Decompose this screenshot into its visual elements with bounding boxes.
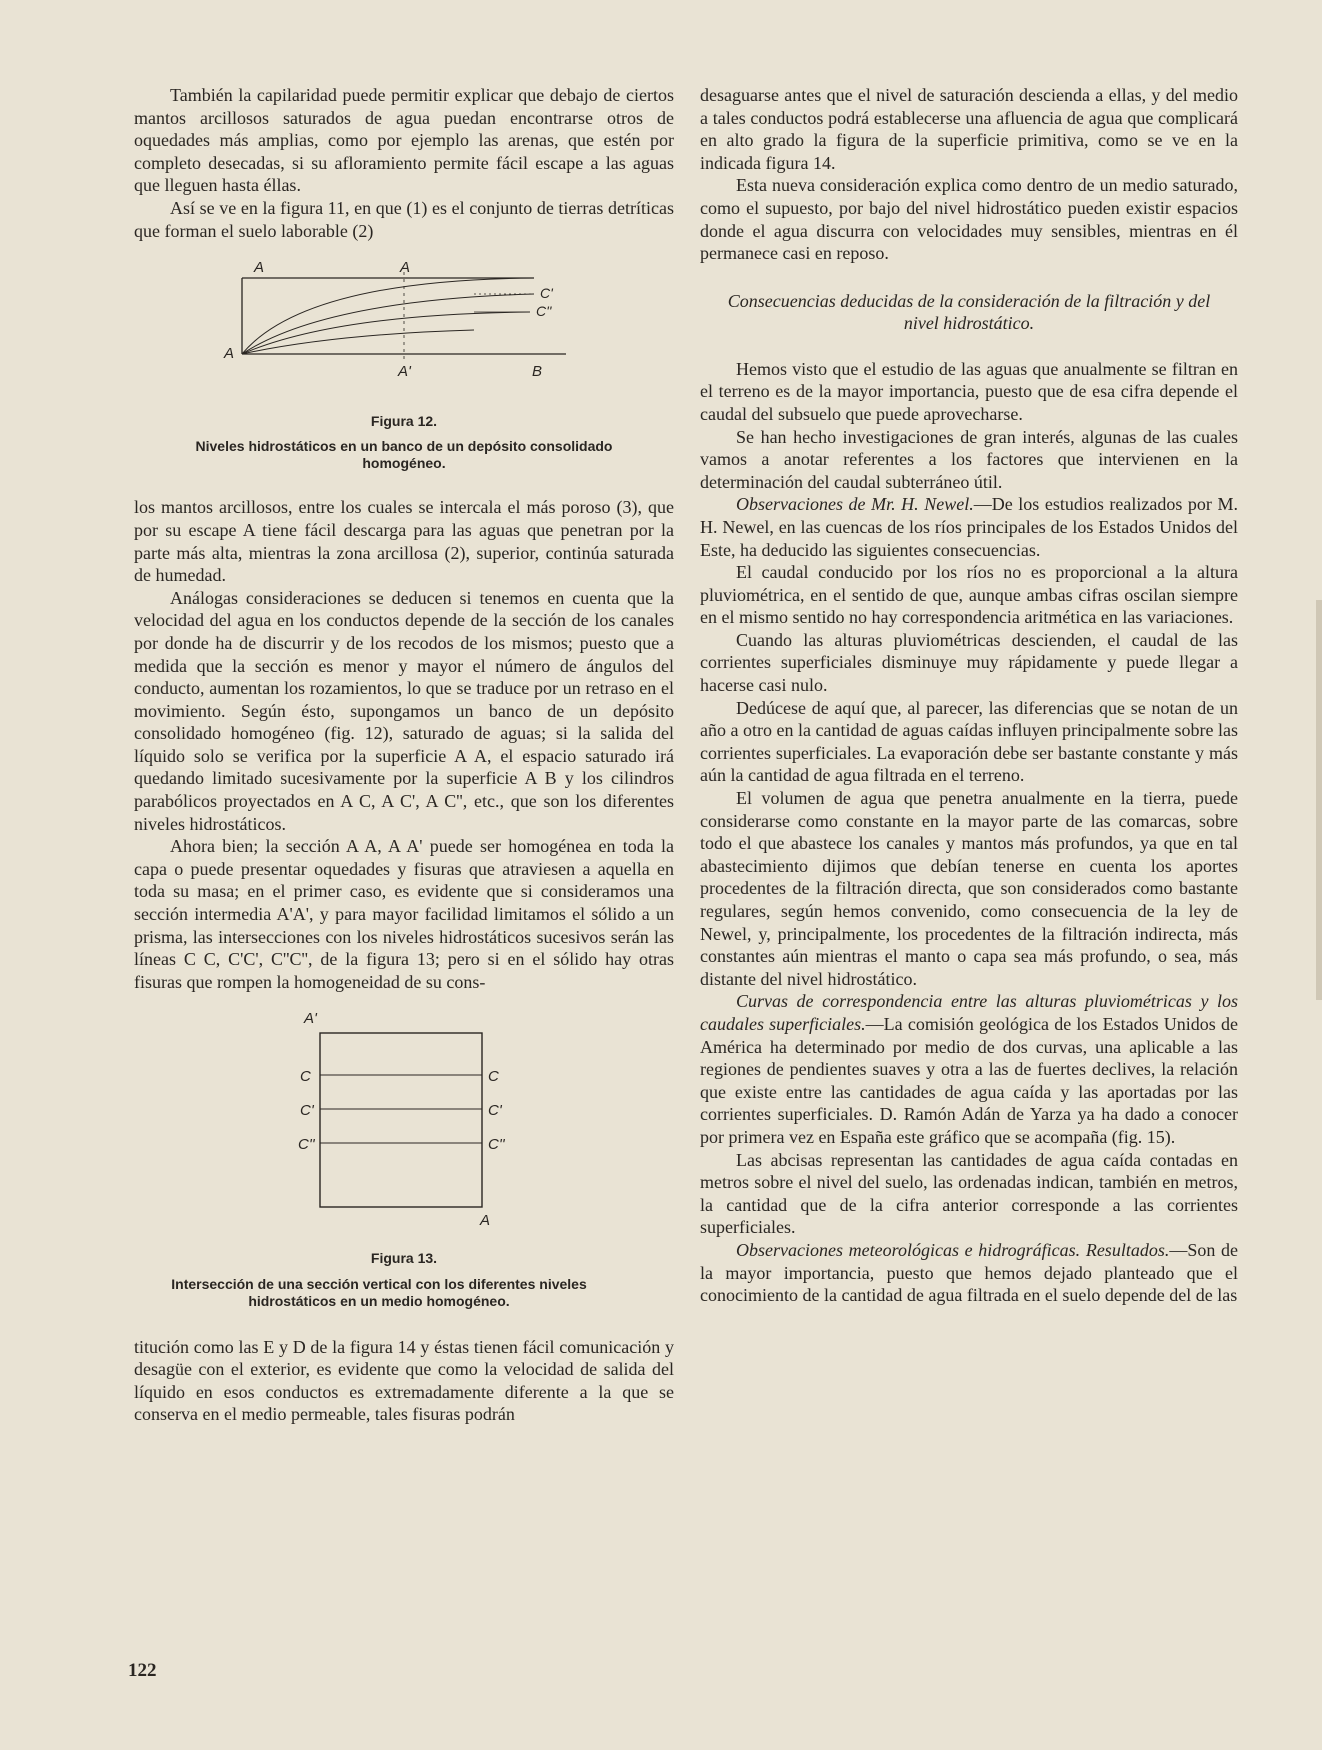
paragraph: El volumen de agua que penetra anualmente en la tierra, puede considerarse como constante en la mayor parte de las comarcas, sobre todo el que abastece los canales y mantos más profundos, ya que en tal abastecimiento dijimos que debían tenerse en cuenta los aportes procedentes de la filtración directa, que son considerados como bastante regulares, según hemos convenido, como consecuencia de la ley de Newel, y, principalmente, los procedentes de la filtración indirecta, más constantes aún mientras el manto o capa sea más profundo, o sea, más distante del nivel hidrostático. (700, 788, 1238, 989)
fig13-label-c1-right: C' (488, 1102, 502, 1120)
paragraph (700, 1239, 1238, 1307)
figure-12-diagram (134, 250, 674, 400)
paragraph: Se han hecho investigaciones de gran interés, algunas de las cuales vamos a anotar referentes a los factores que intervienen en la determinación del caudal subterráneo útil. (700, 426, 1238, 492)
fig12-label-a-top-left: A (254, 259, 265, 277)
fig12-label-a-left: A (224, 345, 235, 363)
paragraph: Dedúcese de aquí que, al parecer, las diferencias que se notan de un año a otro en la cantidad de aguas caídas influyen principalmente sobre las corrientes superficiales. La evaporación debe ser bastante constante y más aún la cantidad de agua filtrada en el terreno. (700, 697, 1238, 786)
figure-13-diagram (134, 1007, 674, 1237)
fig12-label-a-top: A (400, 259, 411, 277)
fig12-label-c-dprime: C'' (536, 303, 552, 320)
fig12-label-c-prime: C' (540, 285, 553, 302)
paragraph: desaguarse antes que el nivel de saturación descienda a ellas, y del medio a tales conductos podrá establecerse una afluencia de agua que complicará en alto grado la figura de la superficie primitiva, como se ve en la indicada figura 14. (700, 85, 1238, 173)
fig13-label-c-right: C (488, 1068, 499, 1086)
fig13-label-a-bottom: A (480, 1212, 491, 1230)
paragraph: También la capilaridad puede permitir explicar que debajo de ciertos mantos arcillosos saturados de agua puedan encontrarse otros de oquedades más amplias, como por ejemplo las arenas, que estén por completo desecadas, si su afloramiento permite fácil escape a las aguas que lleguen hasta éllas. (134, 85, 674, 196)
figure-13-caption: Intersección de una sección vertical con los diferentes niveles hidrostáticos en un medio homogéneo. (171, 1275, 587, 1309)
paragraph-body: —De los estudios realizados por M. H. Newel, en las cuencas de los ríos principales de los Estados Unidos del Este, ha deducido las siguientes consecuencias. (700, 494, 1238, 560)
paragraph: los mantos arcillosos, entre los cuales se intercala el más poroso (3), que por su escape A tiene fácil descarga para las aguas que penetran por la parte más alta, mientras la zona arcillosa (2), superior, continúa saturada de humedad. (134, 497, 674, 586)
figure-13-title: Figura 13. (370, 1250, 438, 1266)
fig12-curve-c3 (242, 330, 474, 354)
figure-12-caption: Niveles hidrostáticos en un banco de un depósito consolidado homogéneo. (195, 438, 613, 472)
figure-13 (134, 1007, 674, 1309)
page-edge-shadow (1316, 600, 1322, 1000)
paragraph-lead: Observaciones de Mr. H. Newel. (736, 494, 974, 515)
paragraph (700, 990, 1238, 1148)
fig12-label-a-prime: A' (398, 363, 411, 381)
paragraph: Esta nueva consideración explica como dentro de un medio saturado, como el supuesto, por bajo del nivel hidrostático pueden existir espacios donde el agua discurra con velocidades muy sensibles, mientras en él permanece casi en reposo. (700, 175, 1238, 264)
paragraph: Las abcisas representan las cantidades de agua caída contadas en metros sobre el nivel del suelo, las ordenadas indican, también en metros, la cantidad que de la cifra anterior corresponde a las corrientes superficiales. (700, 1149, 1238, 1238)
fig13-prism (320, 1033, 482, 1207)
paragraph-lead: Curvas de correspondencia entre las alturas pluviométricas y los caudales superficiales. (700, 991, 1238, 1034)
paragraph: Cuando las alturas pluviométricas descienden, el caudal de las corrientes superficiales disminuye muy rápidamente y puede llegar a hacerse casi nulo. (700, 629, 1238, 696)
paragraph: titución como las E y D de la figura 14 y éstas tienen fácil comunicación y desagüe con el exterior, es evidente que como la velocidad de salida del líquido en esos conductos es extremadamente diferente a la que se conserva en el medio permeable, tales fisuras podrán (134, 1336, 674, 1425)
fig13-label-c-left: C (300, 1068, 311, 1086)
paragraph-body: —Son de la mayor importancia, puesto que hemos dejado planteado que el conocimiento de la cantidad de agua filtrada en el suelo depende del de las (700, 1239, 1239, 1306)
paragraph (700, 493, 1238, 561)
paragraph-body: —La comisión geológica de los Estados Unidos de América ha determinado por medio de dos curvas, una aplicable a las regiones de pendientes suaves y otra a las de fuertes declives, la relación que existe entre las cantidades de agua caída y las aportadas por las corrientes superficiales. D. Ramón Adán de Yarza ya ha dado a conocer por primera vez en España este gráfico que se acompaña (fig. 15). (700, 1013, 1238, 1147)
fig13-label-c2-left: C'' (298, 1136, 315, 1154)
fig13-label-c1-left: C' (300, 1102, 314, 1120)
fig12-label-b: B (532, 363, 543, 381)
figure-12 (134, 250, 674, 472)
paragraph: El caudal conducido por los ríos no es proporcional a la altura pluviométrica, en el sentido de que, aunque ambas cifras oscilan siempre en el mismo sentido no hay correspondencia aritmética en las variaciones. (700, 562, 1238, 628)
paragraph: Análogas consideraciones se deducen si tenemos en cuenta que la velocidad del agua en los conductos depende de la sección de los canales por donde ha de discurrir y de los recodos de los mismos; puesto que a medida que la sección es menor y mayor el número de ángulos del conducto, aumentan los rozamientos, lo que se traduce por un retraso en el movimiento. Según ésto, supongamos un banco de un depósito consolidado homogéneo (fig. 12), saturado de aguas; si la salida del líquido solo se verifica por la superficie A A, el espacio saturado irá quedando limitado sucesivamente por la superficie A B y los cilindros parabólicos proyectados en A C, A C', A C'', etc., que son los diferentes niveles hidrostáticos. (134, 587, 674, 834)
paragraph: Hemos visto que el estudio de las aguas que anualmente se filtran en el terreno es de la mayor importancia, puesto que de esa cifra depende el caudal del subsuelo que puede aprovecharse. (700, 358, 1238, 424)
fig12-curve-c2 (242, 312, 530, 354)
figure-12-title: Figura 12. (370, 412, 438, 429)
paragraph-lead: Observaciones meteorológicas e hidrográficas. Resultados. (736, 1239, 1170, 1260)
fig13-label-a-prime: A' (304, 1010, 317, 1028)
section-heading: Consecuencias deducidas de la consideración de la filtración y del nivel hidrostático. (727, 290, 1211, 333)
page-number: 122 (128, 1660, 157, 1681)
fig12-curve-c1 (242, 294, 534, 354)
paragraph: Ahora bien; la sección A A, A A' puede ser homogénea en toda la capa o puede presentar oquedades y fisuras que atraviesen a aquella en toda su masa; en el primer caso, es evidente que si consideramos una sección intermedia A'A', y para mayor facilidad limitamos el sólido a un prisma, las intersecciones con los niveles hidrostáticos sucesivos serán las líneas C C, C'C', C''C'', de la figura 13; pero si en el sólido hay otras fisuras que rompen la homogeneidad de su cons- (134, 836, 674, 992)
fig13-label-c2-right: C'' (488, 1136, 505, 1154)
fig12-curve-c (242, 278, 534, 354)
right-column (700, 84, 1238, 1307)
left-column (134, 84, 674, 1426)
paragraph: Así se ve en la figura 11, en que (1) es el conjunto de tierras detríticas que forman el suelo laborable (2) (134, 197, 674, 241)
